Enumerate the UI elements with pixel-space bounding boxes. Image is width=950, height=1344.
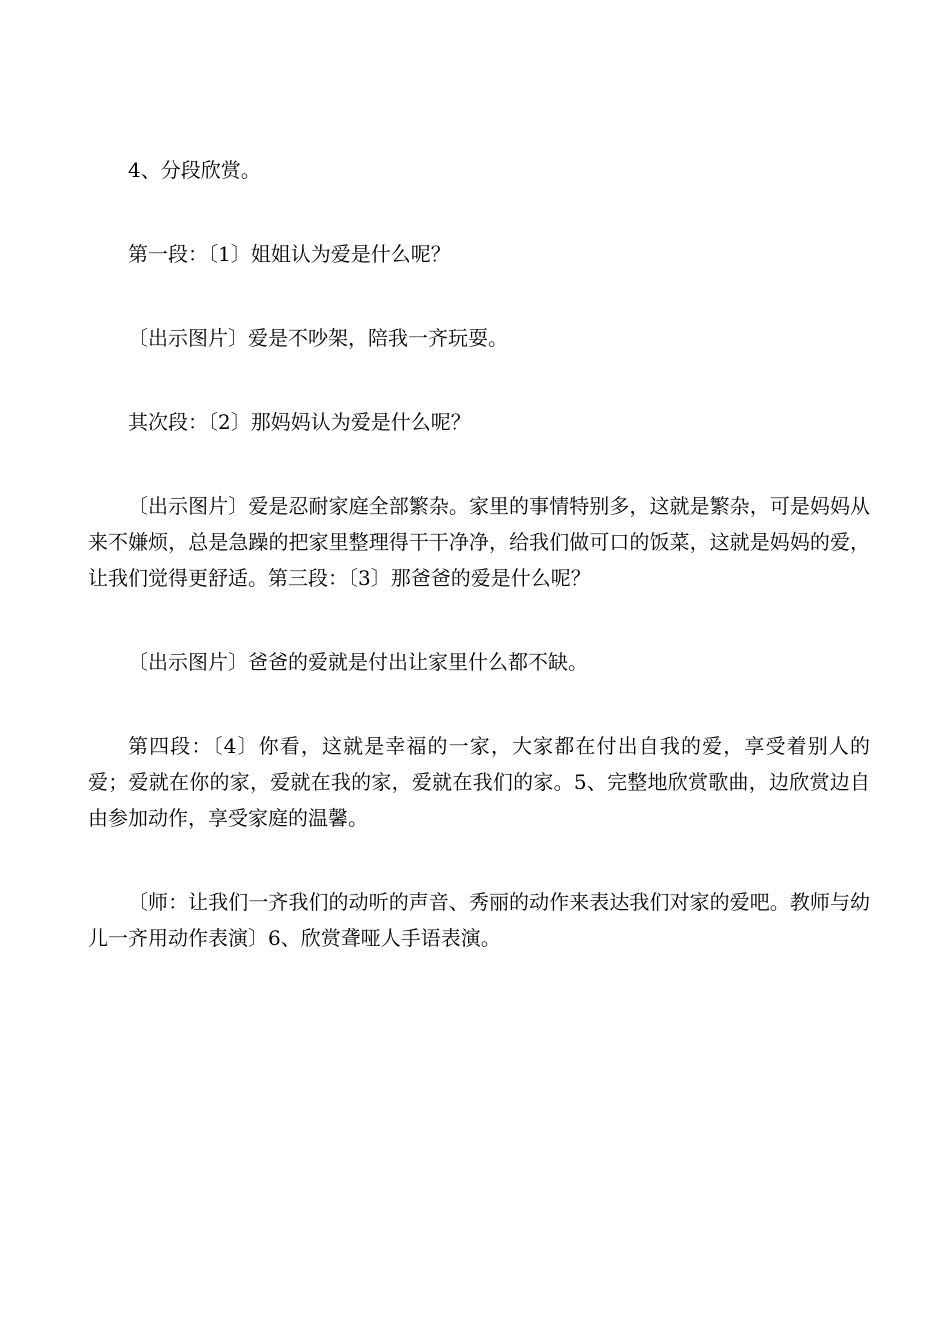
paragraph-fourth-section: 第四段：〔4〕你看，这就是幸福的一家，大家都在付出自我的爱，享受着别人的爱；爱就在你的家，爱就在我的家，爱就在我们的家。5、完整地欣赏歌曲，边欣赏边自由参加动作，享受家庭的温馨。: [88, 734, 870, 830]
paragraph-picture-mother: 〔出示图片〕爱是忍耐家庭全部繁杂。家里的事情特别多，这就是繁杂，可是妈妈从来不嫌烦，总是急躁的把家里整理得干干净净，给我们做可口的饭菜，这就是妈妈的爱，让我们觉得更舒适。第三段：〔3〕那爸爸的爱是什么呢？: [88, 494, 870, 590]
paragraph-section-4-heading: 4、分段欣赏。: [128, 158, 261, 182]
paragraph-teacher-performance: 〔师：让我们一齐我们的动听的声音、秀丽的动作来表达我们对家的爱吧。教师与幼儿一齐用动作表演〕6、欣赏聋哑人手语表演。: [88, 890, 870, 950]
document-body: [88, 152, 870, 1004]
paragraph-second-section: 其次段：〔2〕那妈妈认为爱是什么呢？: [128, 410, 471, 434]
paragraph-picture-father: 〔出示图片〕爸爸的爱就是付出让家里什么都不缺。: [128, 650, 588, 674]
paragraph-first-section: 第一段：〔1〕姐姐认为爱是什么呢？: [128, 242, 451, 266]
paragraph-picture-sister: 〔出示图片〕爱是不吵架，陪我一齐玩耍。: [128, 326, 508, 350]
